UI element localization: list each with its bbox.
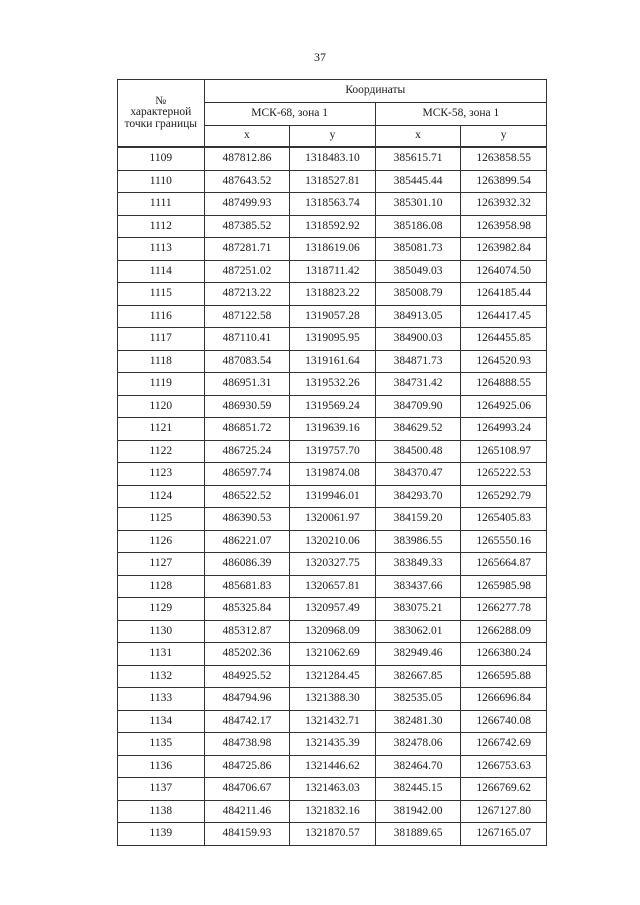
y-b-cell: 1265985.98 [461,575,547,598]
x-b-cell: 384731.42 [375,373,461,396]
y-b-cell: 1264520.93 [461,350,547,373]
point-number-cell: 1120 [118,395,205,418]
x-a-cell: 484738.98 [204,733,290,756]
point-number-cell: 1139 [118,823,205,846]
point-number-cell: 1126 [118,530,205,553]
x-a-cell: 485681.83 [204,575,290,598]
x-b-cell: 384709.90 [375,395,461,418]
x-a-cell: 487812.86 [204,147,290,170]
y-b-cell: 1264925.06 [461,395,547,418]
y-b-cell: 1266742.69 [461,733,547,756]
y-a-cell: 1318823.22 [290,283,376,306]
y-a-cell: 1321284.45 [290,665,376,688]
point-number-cell: 1133 [118,688,205,711]
y-b-cell: 1264993.24 [461,418,547,441]
point-number-cell: 1113 [118,238,205,261]
y-a-cell: 1318592.92 [290,215,376,238]
table-row [118,260,547,283]
x-b-cell: 381942.00 [375,800,461,823]
y-a-cell: 1321832.16 [290,800,376,823]
y-b-cell: 1265108.97 [461,440,547,463]
point-number-cell: 1125 [118,508,205,531]
table-row [118,373,547,396]
table-row [118,643,547,666]
y-b-cell: 1263858.55 [461,147,547,170]
x-b-cell: 384500.48 [375,440,461,463]
y-b-cell: 1266288.09 [461,620,547,643]
x-b-cell: 383437.66 [375,575,461,598]
y-b-cell: 1264074.50 [461,260,547,283]
x-a-cell: 487385.52 [204,215,290,238]
x-a-cell: 487213.22 [204,283,290,306]
x-a-cell: 486086.39 [204,553,290,576]
point-number-header [118,80,205,148]
x-a-cell: 487110.41 [204,328,290,351]
y-b-cell: 1264185.44 [461,283,547,306]
x-b-cell: 385008.79 [375,283,461,306]
y-a-cell: 1320061.97 [290,508,376,531]
x-a-cell: 484725.86 [204,755,290,778]
x-b-cell: 384370.47 [375,463,461,486]
x-b-cell: 385445.44 [375,170,461,193]
table-row [118,508,547,531]
table-row [118,350,547,373]
table-row [118,147,547,170]
table-row [118,283,547,306]
y-a-cell: 1320210.06 [290,530,376,553]
table-row [118,395,547,418]
x-a-cell: 486725.24 [204,440,290,463]
table-row [118,778,547,801]
point-number-cell: 1114 [118,260,205,283]
y-b-cell: 1265664.87 [461,553,547,576]
point-number-cell: 1116 [118,305,205,328]
y-b-cell: 1266696.84 [461,688,547,711]
y-a-cell: 1319946.01 [290,485,376,508]
x-a-cell: 487083.54 [204,350,290,373]
point-number-cell: 1134 [118,710,205,733]
y-a-header: y [290,126,376,148]
y-b-cell: 1263958.98 [461,215,547,238]
table-row [118,823,547,846]
y-a-cell: 1320327.75 [290,553,376,576]
x-a-cell: 484742.17 [204,710,290,733]
y-b-cell: 1266769.62 [461,778,547,801]
y-a-cell: 1320968.09 [290,620,376,643]
y-b-cell: 1266753.63 [461,755,547,778]
x-b-cell: 383075.21 [375,598,461,621]
x-b-cell: 385615.71 [375,147,461,170]
y-a-cell: 1318711.42 [290,260,376,283]
x-a-cell: 487643.52 [204,170,290,193]
table-row [118,688,547,711]
x-b-cell: 382949.46 [375,643,461,666]
y-a-cell: 1319532.26 [290,373,376,396]
x-a-cell: 487499.93 [204,193,290,216]
x-b-cell: 384871.73 [375,350,461,373]
point-number-cell: 1127 [118,553,205,576]
coordinates-table [117,79,547,846]
table-row [118,755,547,778]
point-number-cell: 1132 [118,665,205,688]
x-b-cell: 383986.55 [375,530,461,553]
y-a-cell: 1319757.70 [290,440,376,463]
point-number-cell: 1115 [118,283,205,306]
point-number-cell: 1122 [118,440,205,463]
system-a-header: МСК-68, зона 1 [204,103,375,126]
table-row [118,620,547,643]
y-a-cell: 1319569.24 [290,395,376,418]
x-a-cell: 485312.87 [204,620,290,643]
point-number-cell: 1109 [118,147,205,170]
y-a-cell: 1321388.30 [290,688,376,711]
x-a-cell: 486930.59 [204,395,290,418]
page-number: 37 [314,50,326,64]
y-a-cell: 1320657.81 [290,575,376,598]
table-row [118,800,547,823]
x-b-cell: 382464.70 [375,755,461,778]
point-number-cell: 1123 [118,463,205,486]
x-b-cell: 382478.06 [375,733,461,756]
y-a-cell: 1318483.10 [290,147,376,170]
table-header [118,80,547,148]
table-row [118,553,547,576]
table-row [118,530,547,553]
y-b-cell: 1264455.85 [461,328,547,351]
x-b-cell: 384900.03 [375,328,461,351]
y-a-cell: 1319874.08 [290,463,376,486]
y-a-cell: 1318563.74 [290,193,376,216]
y-b-header: y [461,126,547,148]
x-a-cell: 487251.02 [204,260,290,283]
point-number-cell: 1111 [118,193,205,216]
x-b-cell: 382535.05 [375,688,461,711]
y-a-cell: 1321446.62 [290,755,376,778]
x-b-cell: 382667.85 [375,665,461,688]
x-a-cell: 484706.67 [204,778,290,801]
point-header-line-2: характерной [130,106,192,119]
point-number-cell: 1129 [118,598,205,621]
y-a-cell: 1320957.49 [290,598,376,621]
point-number-cell: 1137 [118,778,205,801]
x-b-cell: 382481.30 [375,710,461,733]
system-b-header: МСК-58, зона 1 [375,103,546,126]
x-a-cell: 486522.52 [204,485,290,508]
x-a-cell: 485202.36 [204,643,290,666]
table-row [118,463,547,486]
x-a-cell: 484211.46 [204,800,290,823]
y-a-cell: 1321432.71 [290,710,376,733]
table-row [118,485,547,508]
y-b-cell: 1263932.32 [461,193,547,216]
x-a-cell: 486951.31 [204,373,290,396]
y-b-cell: 1266595.88 [461,665,547,688]
table-row [118,733,547,756]
table-row [118,440,547,463]
table-row [118,710,547,733]
y-b-cell: 1266740.08 [461,710,547,733]
coordinates-header: Координаты [204,80,546,103]
x-a-cell: 485325.84 [204,598,290,621]
y-b-cell: 1267165.07 [461,823,547,846]
x-b-cell: 384293.70 [375,485,461,508]
y-b-cell: 1264417.45 [461,305,547,328]
y-b-cell: 1263982.84 [461,238,547,261]
x-b-cell: 383062.01 [375,620,461,643]
table-row [118,170,547,193]
y-a-cell: 1319095.95 [290,328,376,351]
point-number-cell: 1124 [118,485,205,508]
x-b-cell: 383849.33 [375,553,461,576]
table-row [118,598,547,621]
y-a-cell: 1319639.16 [290,418,376,441]
x-b-cell: 385186.08 [375,215,461,238]
table-row [118,215,547,238]
x-b-cell: 385301.10 [375,193,461,216]
x-b-cell: 385081.73 [375,238,461,261]
y-b-cell: 1266277.78 [461,598,547,621]
point-number-cell: 1138 [118,800,205,823]
x-b-cell: 384913.05 [375,305,461,328]
x-b-cell: 381889.65 [375,823,461,846]
point-number-cell: 1121 [118,418,205,441]
x-a-cell: 486851.72 [204,418,290,441]
y-b-cell: 1265405.83 [461,508,547,531]
table-row [118,418,547,441]
point-number-cell: 1118 [118,350,205,373]
x-a-cell: 484159.93 [204,823,290,846]
y-b-cell: 1264888.55 [461,373,547,396]
point-number-cell: 1136 [118,755,205,778]
point-number-cell: 1130 [118,620,205,643]
y-b-cell: 1267127.80 [461,800,547,823]
x-a-cell: 484794.96 [204,688,290,711]
y-b-cell: 1263899.54 [461,170,547,193]
y-a-cell: 1321435.39 [290,733,376,756]
x-a-cell: 486597.74 [204,463,290,486]
y-a-cell: 1318527.81 [290,170,376,193]
point-number-cell: 1135 [118,733,205,756]
point-number-cell: 1131 [118,643,205,666]
y-b-cell: 1266380.24 [461,643,547,666]
x-a-cell: 484925.52 [204,665,290,688]
point-number-cell: 1128 [118,575,205,598]
x-b-cell: 382445.15 [375,778,461,801]
y-a-cell: 1321062.69 [290,643,376,666]
y-a-cell: 1321463.03 [290,778,376,801]
point-header-line-1: № [155,94,167,107]
x-b-cell: 385049.03 [375,260,461,283]
x-b-cell: 384159.20 [375,508,461,531]
table-row [118,193,547,216]
table-body [118,147,547,845]
point-header-line-3: точки границы [124,117,198,130]
x-a-cell: 487281.71 [204,238,290,261]
x-a-header: x [204,126,290,148]
x-b-cell: 384629.52 [375,418,461,441]
y-b-cell: 1265222.53 [461,463,547,486]
y-a-cell: 1319161.64 [290,350,376,373]
table-row [118,305,547,328]
point-number-cell: 1119 [118,373,205,396]
table-row [118,328,547,351]
y-a-cell: 1321870.57 [290,823,376,846]
y-a-cell: 1319057.28 [290,305,376,328]
x-b-header: x [375,126,461,148]
table-row [118,238,547,261]
y-b-cell: 1265292.79 [461,485,547,508]
point-number-cell: 1112 [118,215,205,238]
x-a-cell: 487122.58 [204,305,290,328]
point-number-cell: 1110 [118,170,205,193]
y-b-cell: 1265550.16 [461,530,547,553]
y-a-cell: 1318619.06 [290,238,376,261]
point-number-cell: 1117 [118,328,205,351]
x-a-cell: 486390.53 [204,508,290,531]
x-a-cell: 486221.07 [204,530,290,553]
table-row [118,665,547,688]
table-row [118,575,547,598]
